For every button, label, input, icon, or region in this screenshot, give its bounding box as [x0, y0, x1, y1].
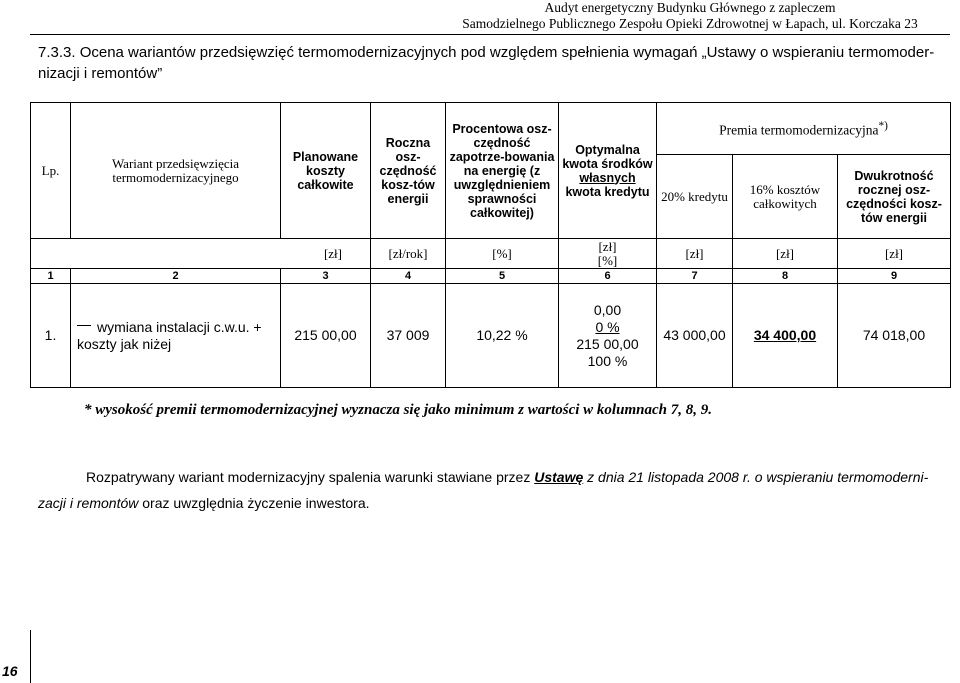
section-title: 7.3.3. Ocena wariantów przedsięwzięć termomodernizacyjnych pod względem spełnienia wymagań „Ustawy o wspieraniu termomoder-nizacji i remontów”: [38, 44, 935, 82]
colnum-7: 7: [657, 269, 733, 284]
unit-col6: [559, 239, 657, 269]
row-double: 74 018,00: [838, 284, 951, 388]
premium-group-label: Premia termomodernizacyjna: [719, 122, 879, 138]
row-opt3: 215 00,00: [576, 335, 639, 352]
row-lp: 1.: [31, 284, 71, 388]
row-cost: 215 00,00: [281, 284, 371, 388]
para-part-4: oraz uwzględnia życzenie inwestora.: [138, 495, 370, 511]
col-optimal-c: kwota kredytu: [565, 184, 650, 199]
premium-group-header: [657, 103, 951, 155]
document-header: [430, 0, 950, 32]
col-p20-header: 20% kredytu: [657, 155, 733, 239]
table-row: [31, 284, 951, 388]
colnum-1: 1: [31, 269, 71, 284]
row-optimal: [559, 284, 657, 388]
para-part-2: Ustawę: [534, 469, 584, 485]
col-cost-header: Planowane koszty całkowite: [281, 103, 371, 239]
row-variant: [71, 284, 281, 388]
header-line-1: Audyt energetyczny Budynku Głównego z zapleczem: [544, 0, 836, 15]
colnum-3: 3: [281, 269, 371, 284]
col-variant-header: Wariant przedsięwzięcia termomodernizacyjnego: [71, 103, 281, 239]
para-part-3: z dnia 21 listopada 2008 r. o wspieraniu termomoderni-zacji i remontów: [38, 469, 929, 511]
row-p16: 34 400,00: [733, 284, 838, 388]
row-p20: 43 000,00: [657, 284, 733, 388]
colnum-4: 4: [371, 269, 446, 284]
col-double-header: Dwukrotność rocznej osz-czędności kosz-tów energii: [838, 155, 951, 239]
para-part-1: Rozpatrywany wariant modernizacyjny spalenia warunki stawiane przez: [86, 469, 535, 485]
footnote: * wysokość premii termomodernizacyjnej wyznacza się jako minimum z wartości w kolumnach 7, 8, 9.: [84, 402, 712, 418]
col-optimal-header: [559, 103, 657, 239]
unit-col5: [%]: [446, 239, 559, 269]
colnum-8: 8: [733, 269, 838, 284]
dash-bullet-icon: [77, 325, 91, 326]
colnum-2: 2: [71, 269, 281, 284]
col-p16-header: 16% kosztów całkowitych: [733, 155, 838, 239]
unit-col9: [zł]: [838, 239, 951, 269]
conclusion-paragraph: [38, 464, 950, 516]
unit-col3: [zł]: [31, 239, 371, 269]
page-number: 16: [2, 663, 18, 679]
unit-col6-b: [%]: [597, 252, 618, 268]
colnum-6: 6: [559, 269, 657, 284]
row-variant-line1: wymiana instalacji c.w.u. +: [97, 318, 262, 335]
colnum-9: 9: [838, 269, 951, 284]
premium-footnote-marker: *): [878, 120, 888, 133]
row-annual: 37 009: [371, 284, 446, 388]
col-annual-header: Roczna osz-czędność kosz-tów energii: [371, 103, 446, 239]
header-line-2: Samodzielnego Publicznego Zespołu Opieki Zdrowotnej w Łapach, ul. Korczaka 23: [462, 16, 918, 31]
row-opt1: 0,00: [593, 301, 622, 318]
evaluation-table: [30, 102, 951, 388]
colnum-5: 5: [446, 269, 559, 284]
row-opt4: 100 %: [587, 352, 628, 369]
unit-col8: [zł]: [733, 239, 838, 269]
col-percent-header: Procentowa osz-czędność zapotrze-bowania na energię (z uwzględnieniem sprawności całkowitej): [446, 103, 559, 239]
unit-col7: [zł]: [657, 239, 733, 269]
col-optimal-a: Optymalna kwota środków: [562, 142, 653, 171]
unit-col4: [zł/rok]: [371, 239, 446, 269]
row-percent: 10,22 %: [446, 284, 559, 388]
header-rule: [30, 34, 950, 35]
row-variant-line2: koszty jak niżej: [77, 335, 172, 352]
page-margin-rule: [30, 630, 31, 683]
col-optimal-b: własnych: [579, 170, 636, 185]
row-opt2: 0 %: [595, 318, 620, 335]
unit-col6-a: [zł]: [598, 238, 617, 254]
col-lp-header: Lp.: [31, 103, 71, 239]
